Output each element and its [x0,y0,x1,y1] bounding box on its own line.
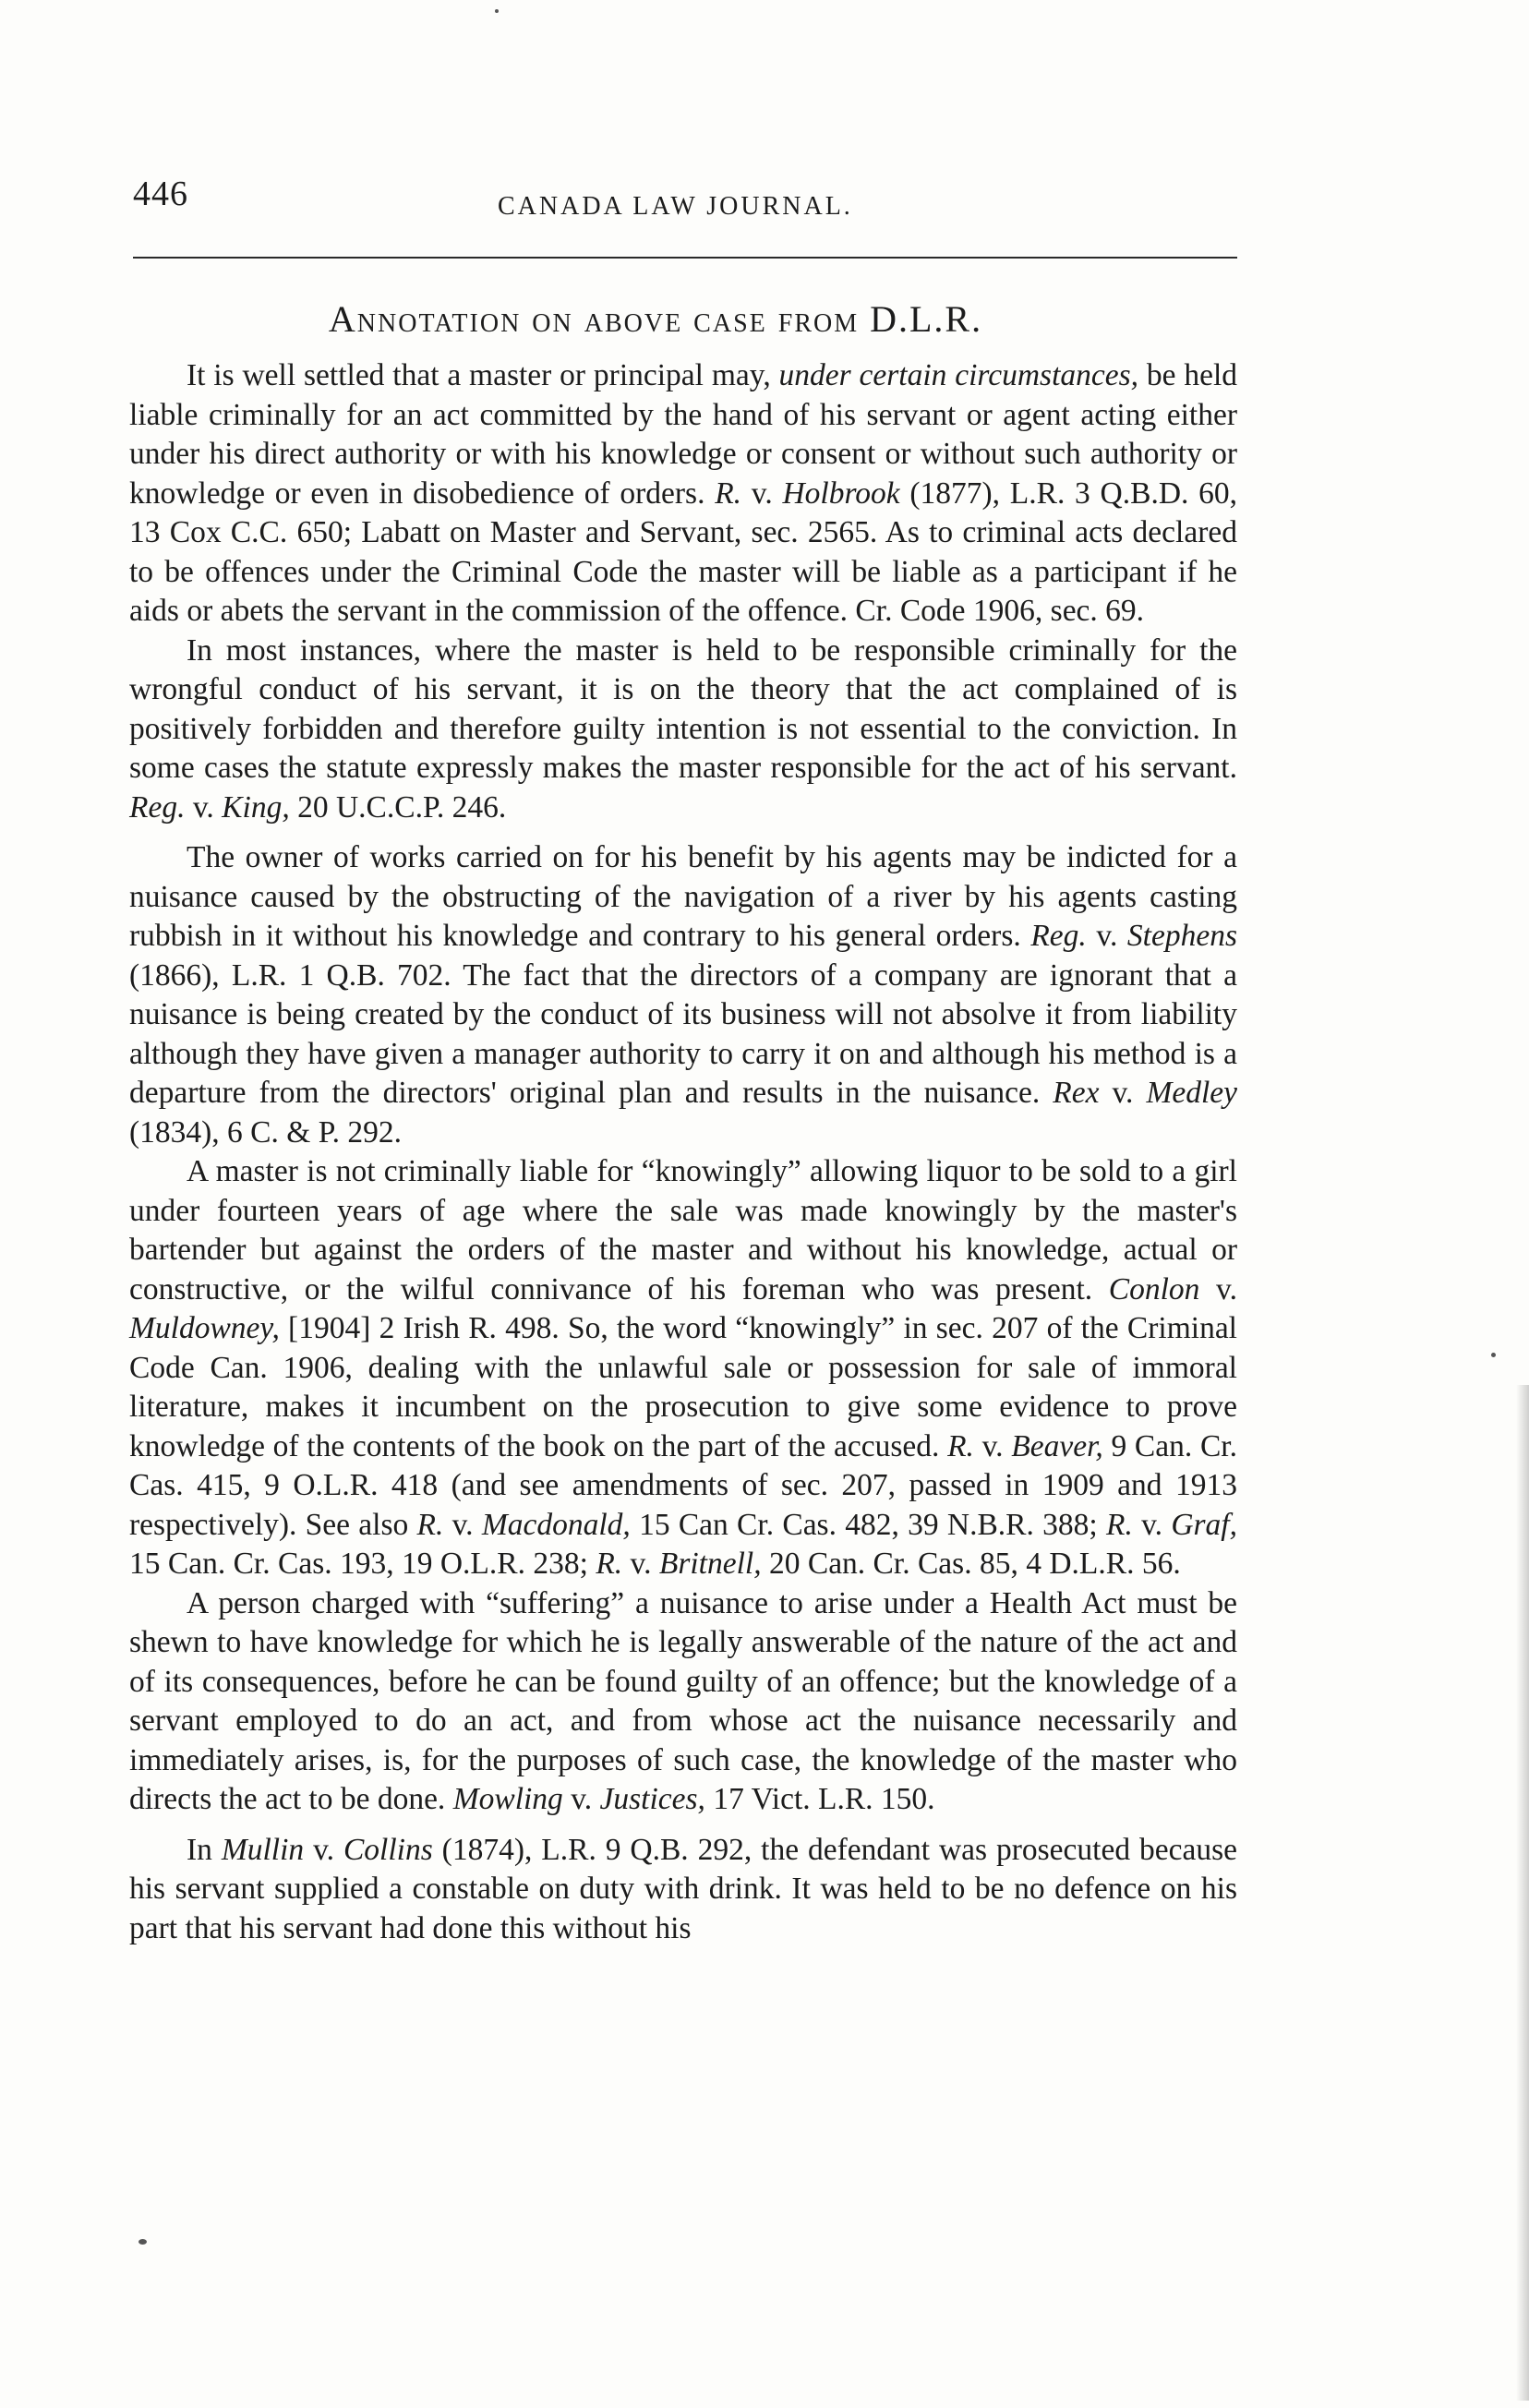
page-number: 446 [133,175,188,213]
citation-text: R. [947,1428,974,1463]
paragraph-3 [129,838,1237,1152]
annotation-heading: Annotation on above case from D.L.R. [328,298,983,340]
running-title: CANADA LAW JOURNAL. [498,192,853,221]
citation-text: R. [416,1507,444,1542]
body-text: A master is not criminally liable for “knowingly” allowing liquor to be sold to a girl under fourteen years of age where the sale was made knowingly by the master's bartender but against the orders of the master and without his knowledge, actual or constructive, or the wilful connivance of his foreman who was present. [129,1154,1237,1306]
page-header [133,174,1241,229]
scan-speck [1491,1353,1496,1357]
body-text: 20 U.C.C.P. 246. [289,789,507,825]
body-text: v. [1199,1271,1238,1306]
body-text: v. [443,1507,482,1542]
citation-text: Beaver, [1011,1428,1103,1463]
citation-text: Justices, [599,1782,705,1816]
body-text: v. [622,1547,659,1581]
citation-text: Mowling [452,1782,563,1816]
citation-text: Stephens [1126,919,1237,953]
body-text: In most instances, where the master is held to be responsible criminally for the wrongful conduct of his servant, it is on the theory that the act complained of is positively forbidden and therefore guilty intention is not essential to the conviction. In some cases the statute expressly makes the master responsible for the act of his servant. [129,632,1237,785]
body-text: [1904] 2 Irish R. 498. So, the word “knowingly” in sec. 207 of the Criminal Code Can. 1906, dealing with the unlawful sale or possession for sale of immoral literature, makes it incumbent on the prosecution to give some evidence to prove knowledge of the contents of the book on the part of the accused. [129,1311,1237,1463]
body-text: (1877), L.R. 3 Q.B.D. 60, 13 Cox C.C. 650; Labatt on Master and Servant, sec. 2565. As to criminal acts declared to be offences under the Criminal Code the master will be liable as a participant if he aids or abets the servant in the commission of the offence. Cr. Code 1906, sec. 69. [129,476,1237,628]
body-text: v. [304,1832,343,1867]
body-text: v. [1132,1507,1172,1542]
citation-text: R. [1106,1507,1133,1542]
header-rule [133,257,1237,259]
citation-text: Reg. [1030,919,1087,953]
body-text: v. [973,1428,1012,1463]
body-text: 17 Vict. L.R. 150. [704,1782,935,1816]
body-text: A person charged with “suffering” a nuisance to arise under a Health Act must be shewn to have knowledge for which he is legally answerable of the nature of the act and of its consequences, before he can be found guilty of an offence; but the knowledge of a servant employed to do an act, and from whose act the nuisance necessarily and immediately arises, is, for the purposes of such case, the knowledge of the master who directs the act to be done. [129,1585,1237,1816]
citation-text: Britnell, [658,1547,762,1581]
body-text: (1834), 6 C. & P. 292. [129,1114,403,1150]
citation-text: under certain circumstances, [778,358,1139,392]
body-text: (1866), L.R. 1 Q.B. 702. The fact that the directors of a company are ignorant that a nuisance is being created by the conduct of its business will not absolve it from liability although they have given a manager authority to carry it on and although his method is a departure from the directors' original plan and results in the nuisance. [129,957,1237,1110]
body-text: 15 Can Cr. Cas. 482, 39 N.B.R. 388; [630,1507,1106,1542]
citation-text: Conlon [1108,1271,1200,1306]
body-text: v. [741,476,783,511]
body-text: v. [1099,1076,1147,1110]
citation-text: Medley [1146,1076,1238,1110]
body-text: 9 Can. Cr. Cas. 415, 9 O.L.R. 418 (and see amendments of sec. 207, passed in 1909 and 1913 respectively). See also [129,1428,1237,1542]
paragraph-2 [129,632,1237,828]
body-text: 15 Can. Cr. Cas. 193, 19 O.L.R. 238; [129,1547,596,1581]
citation-text: King, [222,789,290,825]
citation-text: Reg. [129,789,186,825]
body-text: v. [562,1782,600,1816]
scan-speck [138,2239,147,2245]
body-text: be held liable criminally for an act committed by the hand of his servant or agent acting either under his direct authority or with his knowledge or consent or without such authority or knowledge or even in disobedience of orders. [129,358,1237,511]
citation-text: Holbrook [782,476,900,511]
body-text: The owner of works carried on for his benefit by his agents may be indicted for a nuisance caused by the obstructing of the navigation of a river by his agents casting rubbish in it without his knowledge and contrary to his general orders. [129,840,1237,953]
citation-text: Macdonald, [481,1507,631,1542]
body-text: In [187,1832,222,1867]
paragraph-1 [129,356,1237,632]
body-text: 20 Can. Cr. Cas. 85, 4 D.L.R. 56. [761,1547,1181,1581]
paragraph-6 [129,1831,1237,1949]
annotation-body [129,356,1237,1948]
citation-text: Collins [343,1832,433,1867]
scan-speck [495,9,499,13]
body-text: v. [1086,919,1127,953]
body-text: v. [185,789,223,825]
body-text: (1874), L.R. 9 Q.B. 292, the defendant was prosecuted because his servant supplied a constable on duty with drink. It was held to be no defence on his part that his servant had done this without his [129,1832,1238,1945]
citation-text: Mullin [221,1832,305,1867]
paragraph-4 [129,1152,1237,1584]
paragraph-5 [129,1584,1237,1820]
citation-text: R. [715,476,742,511]
citation-text: Graf, [1171,1507,1237,1542]
citation-text: Rex [1053,1076,1100,1110]
scan-edge-shadow [1516,1385,1529,2401]
citation-text: R. [596,1547,623,1581]
citation-text: Muldowney, [129,1311,280,1345]
body-text: It is well settled that a master or principal may, [187,358,779,392]
